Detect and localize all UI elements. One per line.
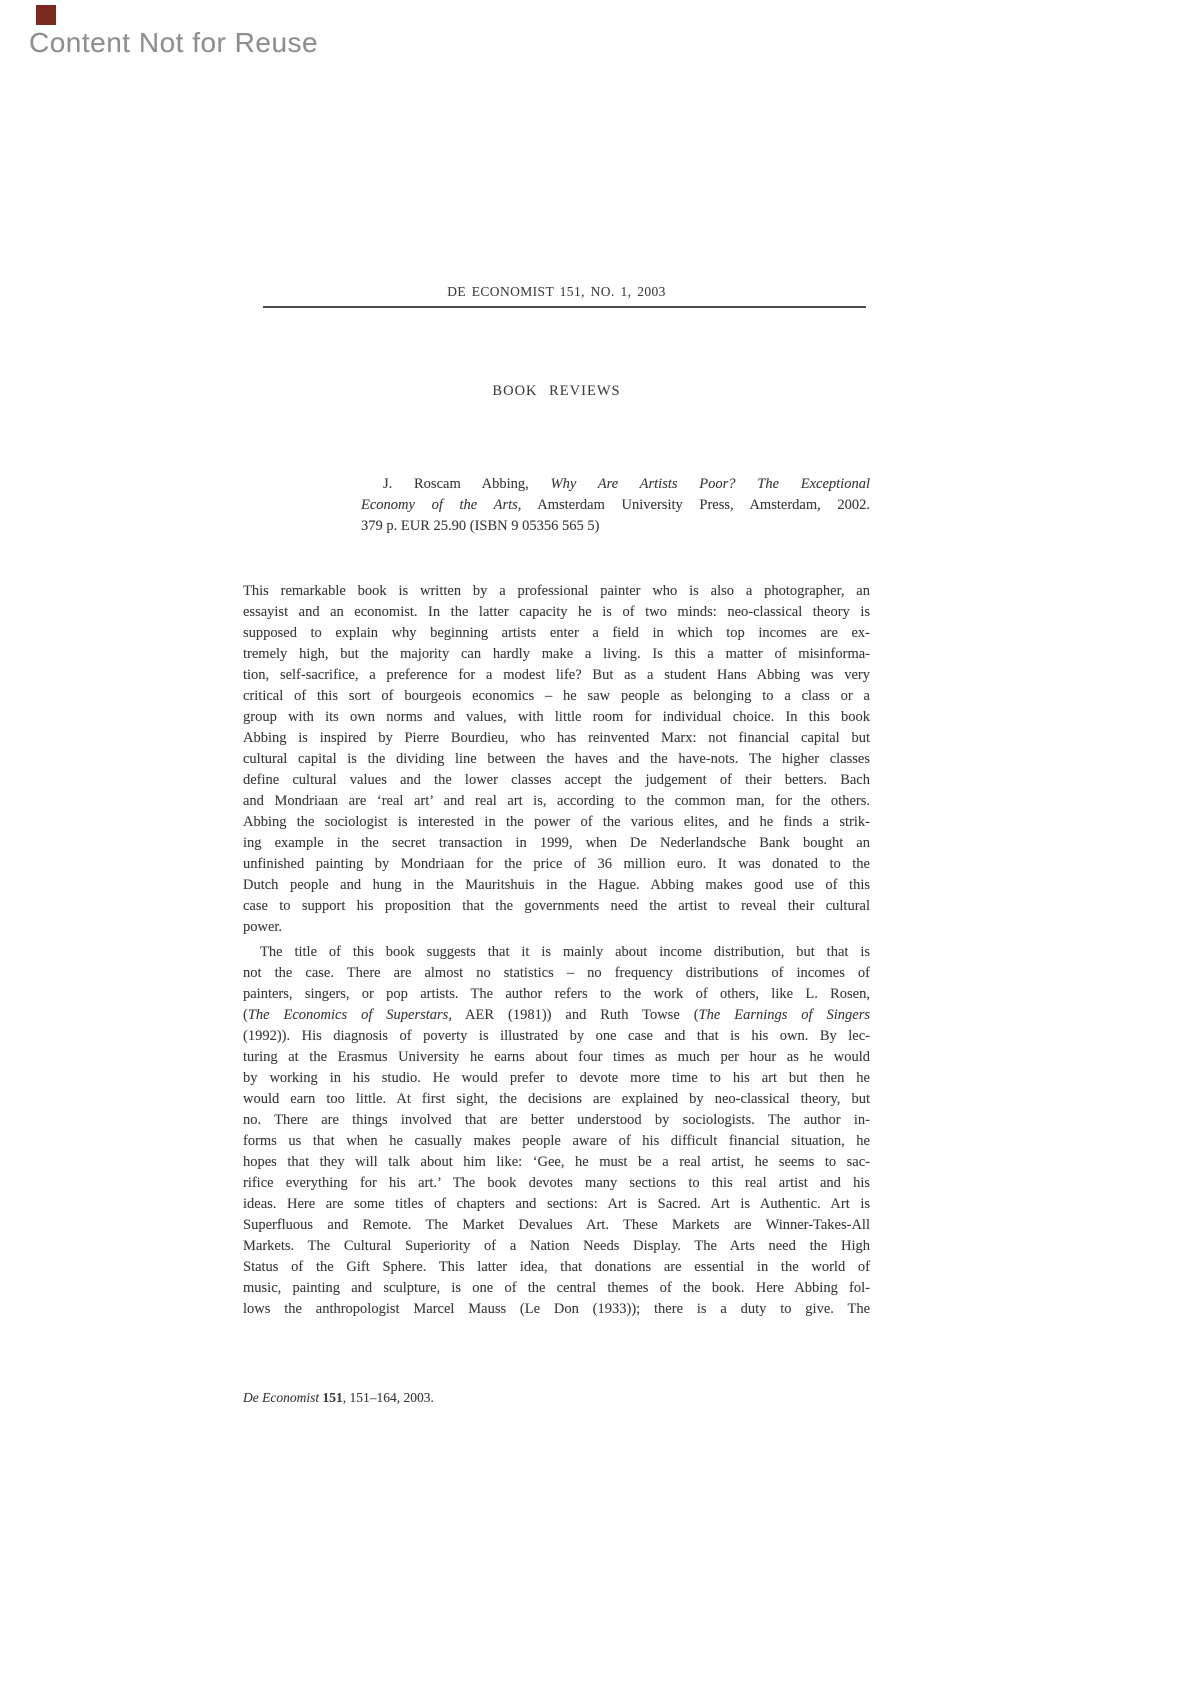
text-line: Economy of the Arts, Amsterdam University Press, Amsterdam, 2002. <box>361 497 871 513</box>
journal-header: DE ECONOMIST 151, NO. 1, 2003 <box>447 284 666 299</box>
text-line: and Mondriaan are ‘real art’ and real art is, according to the common man, for the others. <box>243 793 870 809</box>
text-line: power. <box>243 919 283 935</box>
text-line: music, painting and sculpture, is one of the central themes of the book. Here Abbing fol- <box>243 1280 870 1296</box>
text-line: supposed to explain why beginning artists enter a field in which top incomes are ex- <box>243 625 870 641</box>
text-line: Abbing is inspired by Pierre Bourdieu, who has reinvented Marx: not financial capital but <box>243 730 870 746</box>
text-line: by working in his studio. He would prefer to devote more time to his art but then he <box>243 1070 870 1086</box>
text-line: cultural capital is the dividing line between the haves and the have-nots. The higher classes <box>243 751 870 767</box>
text-line: painters, singers, or pop artists. The author refers to the work of others, like L. Rosen, <box>243 986 870 1002</box>
text-line: group with its own norms and values, with little room for individual choice. In this book <box>243 709 870 725</box>
review-paragraph-1 <box>243 581 870 938</box>
text-line: Superfluous and Remote. The Market Devalues Art. These Markets are Winner-Takes-All <box>243 1217 870 1233</box>
text-line: Abbing the sociologist is interested in the power of the various elites, and he finds a strik- <box>243 814 870 830</box>
text-line: tion, self-sacrifice, a preference for a modest life? But as a student Hans Abbing was very <box>243 667 870 683</box>
text-line: (1992)). His diagnosis of poverty is illustrated by one case and that is his own. By lec- <box>243 1028 870 1044</box>
book-citation <box>361 474 870 537</box>
text-line: rifice everything for his art.’ The book devotes many sections to this real artist and his <box>243 1175 870 1191</box>
text-line: case to support his proposition that the governments need the artist to reveal their cultural <box>243 898 870 914</box>
text-line: critical of this sort of bourgeois economics – he saw people as belonging to a class or a <box>243 688 870 704</box>
watermark-text: Content Not for Reuse <box>29 27 319 58</box>
text-line: This remarkable book is written by a professional painter who is also a photographer, an <box>243 583 870 599</box>
text-line: The title of this book suggests that it is mainly about income distribution, but that is <box>260 944 870 960</box>
text-line: 379 p. EUR 25.90 (ISBN 9 05356 565 5) <box>361 518 600 534</box>
text-line: define cultural values and the lower classes accept the judgement of their betters. Bach <box>243 772 870 788</box>
text-line: Dutch people and hung in the Mauritshuis in the Hague. Abbing makes good use of this <box>243 877 870 893</box>
text-line: tremely high, but the majority can hardly make a living. Is this a matter of misinforma- <box>243 646 870 662</box>
text-line: unfinished painting by Mondriaan for the price of 36 million euro. It was donated to the <box>243 856 870 872</box>
section-title: BOOK REVIEWS <box>492 383 621 399</box>
review-paragraph-2 <box>243 942 870 1320</box>
text-line: Status of the Gift Sphere. This latter idea, that donations are essential in the world of <box>243 1259 870 1275</box>
text-line: would earn too little. At first sight, the decisions are explained by neo-classical theory, but <box>243 1091 870 1107</box>
text-line: turing at the Erasmus University he earns about four times as much per hour as he would <box>243 1049 870 1065</box>
text-line: no. There are things involved that are better understood by sociologists. The author in- <box>243 1112 870 1128</box>
review-body <box>243 581 870 1320</box>
text-line: J. Roscam Abbing, Why Are Artists Poor? The Exceptional <box>383 476 870 492</box>
header-rule <box>263 306 866 308</box>
text-line: essayist and an economist. In the latter capacity he is of two minds: neo-classical theory is <box>243 604 870 620</box>
text-line: ing example in the secret transaction in 1999, when De Nederlandsche Bank bought an <box>243 835 870 851</box>
corner-mark <box>36 5 56 25</box>
text-line: lows the anthropologist Marcel Mauss (Le Don (1933)); there is a duty to give. The <box>243 1301 870 1317</box>
text-line: ideas. Here are some titles of chapters and sections: Art is Sacred. Art is Authentic. Art is <box>243 1196 870 1212</box>
text-line: Markets. The Cultural Superiority of a Nation Needs Display. The Arts need the High <box>243 1238 870 1254</box>
text-line: (The Economics of Superstars, AER (1981)) and Ruth Towse (The Earnings of Singers <box>243 1007 871 1023</box>
text-line: hopes that they will talk about him like: ‘Gee, he must be a real artist, he seems to sac- <box>243 1154 870 1170</box>
page-footer <box>243 1389 870 1407</box>
text-line: forms us that when he casually makes people aware of his difficult financial situation, he <box>243 1133 870 1149</box>
text-line: not the case. There are almost no statistics – no frequency distributions of incomes of <box>243 965 870 981</box>
text-line: De Economist 151, 151–164, 2003. <box>243 1390 434 1405</box>
